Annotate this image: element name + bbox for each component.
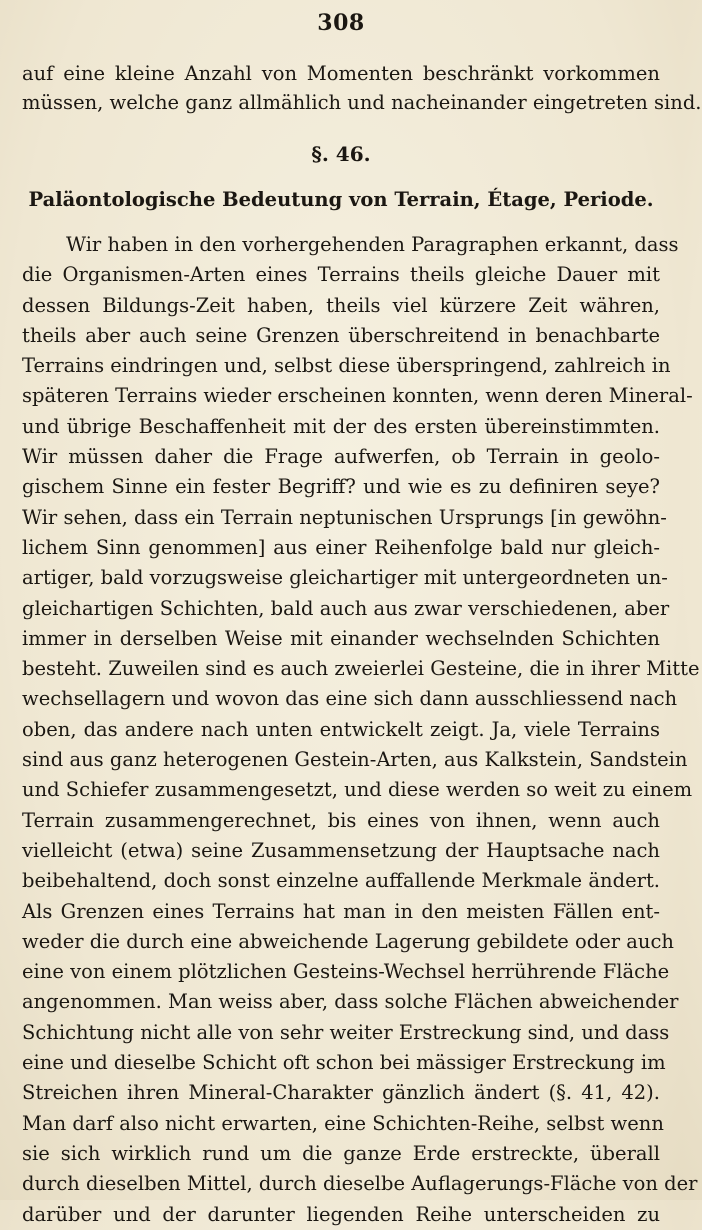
text-line: besteht. Zuweilen sind es auch zweierlei Gesteine, die in ihrer Mitte	[22, 657, 700, 681]
text-line: eine von einem plötzlichen Gesteins-Wechsel herrührende Fläche	[22, 960, 670, 984]
text-line: späteren Terrains wieder erscheinen konnten, wenn deren Mineral-	[22, 384, 693, 408]
text-line: darüber und der darunter liegenden Reihe unterscheiden zu	[22, 1202, 660, 1226]
text-line: weder die durch eine abweichende Lagerung gebildete oder auch	[22, 929, 674, 953]
text-line: artiger, bald vorzugsweise gleichartiger mit untergeordneten un-	[22, 566, 668, 590]
page-number: 308	[317, 10, 365, 36]
text-line: gischem Sinne ein fester Begriff? und wie es zu definiren seye?	[22, 475, 660, 499]
text-line: gleichartigen Schichten, bald auch aus zwar verschiedenen, aber	[22, 596, 670, 620]
intro-paragraph	[22, 60, 702, 117]
text-line: Schichtung nicht alle von sehr weiter Erstreckung sind, und dass	[22, 1020, 670, 1044]
text-line: Terrain zusammengerechnet, bis eines von ihnen, wenn auch	[22, 808, 660, 832]
body-paragraph	[22, 230, 700, 1230]
text-line: auf eine kleine Anzahl von Momenten beschränkt vorkommen	[22, 62, 660, 85]
text-line: sind aus ganz heterogenen Gestein-Arten, aus Kalkstein, Sandstein	[22, 748, 688, 772]
text-line: angenommen. Man weiss aber, dass solche Flächen abweichender	[22, 990, 679, 1014]
section-title: Paläontologische Bedeutung von Terrain, Étage, Periode.	[28, 188, 654, 211]
text-line: oben, das andere nach unten entwickelt zeigt. Ja, viele Terrains	[22, 717, 660, 741]
text-line: Als Grenzen eines Terrains hat man in den meisten Fällen ent-	[22, 899, 660, 923]
text-line: Man darf also nicht erwarten, eine Schichten-Reihe, selbst wenn	[22, 1111, 664, 1135]
text-line: und Schiefer zusammengesetzt, und diese werden so weit zu einem	[22, 778, 693, 802]
text-line: Wir haben in den vorhergehenden Paragraphen erkannt, dass	[66, 233, 679, 256]
text-line: Wir sehen, dass ein Terrain neptunischen Ursprungs [in gewöhn-	[22, 505, 667, 529]
text-line: immer in derselben Weise mit einander wechselnden Schichten	[22, 626, 660, 650]
text-line: und übrige Beschaffenheit mit der des ersten übereinstimmten.	[22, 414, 660, 438]
text-line: vielleicht (etwa) seine Zusammensetzung der Hauptsache nach	[22, 838, 660, 862]
text-line: sie sich wirklich rund um die ganze Erde erstreckte, überall	[22, 1141, 660, 1165]
text-line: beibehaltend, doch sonst einzelne auffallende Merkmale ändert.	[22, 869, 660, 893]
text-line: dessen Bildungs-Zeit haben, theils viel kürzere Zeit währen,	[22, 293, 660, 317]
text-line: wechsellagern und wovon das eine sich dann ausschliessend nach	[22, 687, 678, 711]
text-line: Wir müssen daher die Frage aufwerfen, ob Terrain in geolo-	[22, 445, 660, 469]
text-line: durch dieselben Mittel, durch dieselbe Auflagerungs-Fläche von der	[22, 1172, 698, 1196]
text-line: Terrains eindringen und, selbst diese überspringend, zahlreich in	[22, 354, 671, 378]
text-line: lichem Sinn genommen] aus einer Reihenfolge bald nur gleich-	[22, 535, 660, 559]
text-line: die Organismen-Arten eines Terrains theils gleiche Dauer mit	[22, 263, 660, 287]
text-line: müssen, welche ganz allmählich und nacheinander eingetreten sind.	[22, 90, 702, 114]
text-line: eine und dieselbe Schicht oft schon bei mässiger Erstreckung im	[22, 1051, 666, 1075]
section-number: §. 46.	[311, 142, 371, 166]
text-line: theils aber auch seine Grenzen überschreitend in benachbarte	[22, 323, 660, 347]
text-line: Streichen ihren Mineral-Charakter gänzlich ändert (§. 41, 42).	[22, 1081, 660, 1105]
